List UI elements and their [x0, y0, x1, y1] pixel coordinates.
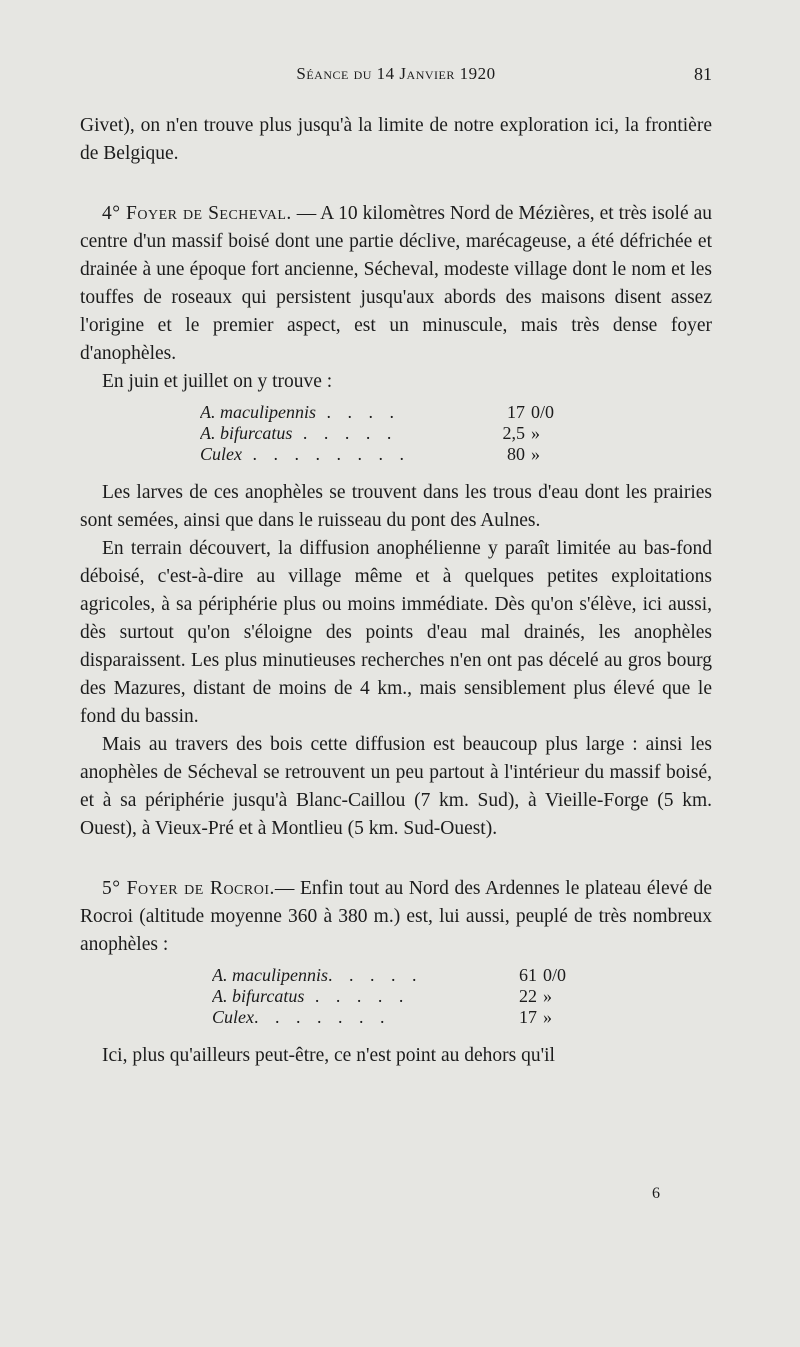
leader-dots: . . . . . . .	[254, 1007, 391, 1027]
species-value: 17	[507, 402, 525, 422]
paragraph-secheval	[80, 200, 712, 368]
section-heading-rocroi: 5° Foyer de Rocroi.	[102, 878, 275, 899]
body-text	[80, 112, 712, 1070]
species-unit: 0/0	[543, 965, 567, 985]
species-value: 22	[519, 986, 537, 1006]
species-value: 2,5	[502, 423, 525, 443]
species-table-secheval	[200, 402, 571, 465]
species-name: Culex	[212, 1007, 254, 1027]
paragraph-1: Givet), on n'en trouve plus jusqu'à la limite de notre exploration ici, la frontière de Belgique.	[80, 115, 712, 164]
species-value: 17	[519, 1007, 537, 1027]
table-row	[200, 423, 571, 444]
paragraph-last-line: Ici, plus qu'ailleurs peut-être, ce n'est point au dehors qu'il	[102, 1045, 555, 1066]
table-row	[200, 402, 571, 423]
paragraph-bois: Mais au travers des bois cette diffusion est beaucoup plus large : ainsi les anophèles de Sécheval se retrouvent un peu partout à l'intérieur du massif boisé, et à sa périphérie jusqu'à Blanc-Caillou (7 km. Sud), à Vieille-Forge (5 km. Ouest), à Vieux-Pré et à Montlieu (5 km. Sud-Ouest).	[80, 734, 712, 839]
page-number: 81	[694, 64, 712, 84]
species-unit: »	[543, 1007, 552, 1027]
paragraph-secheval-text: — A 10 kilomètres Nord de Mézières, et très isolé au centre d'un massif boisé dont une partie déclive, marécageuse, a été défrichée et drainée à une époque fort ancienne, Sécheval, modeste village dont le nom et les touffes de roseaux qui persistent jusqu'aux abords des maisons disent assez l'origine et le premier aspect, est un minuscule, mais très dense foyer d'anophèles.	[80, 203, 712, 364]
paragraph-intro-table: En juin et juillet on y trouve :	[102, 371, 333, 392]
species-name: Culex	[200, 444, 242, 464]
species-name: A. bifurcatus	[212, 986, 305, 1006]
signature-mark: 6	[652, 1185, 660, 1202]
species-unit: »	[531, 423, 540, 443]
species-unit: »	[531, 444, 540, 464]
species-name: A. maculipennis	[200, 402, 316, 422]
species-unit: »	[543, 986, 552, 1006]
table-row	[212, 965, 583, 986]
running-title: Séance du 14 Janvier 1920	[296, 64, 496, 83]
species-name: A. maculipennis	[212, 965, 328, 985]
species-name: A. bifurcatus	[200, 423, 293, 443]
leader-dots: . . . .	[315, 402, 400, 422]
leader-dots: . . . . .	[327, 965, 423, 985]
paragraph-larves: Les larves de ces anophèles se trouvent dans les trous d'eau dont les prairies sont semées, ainsi que dans le ruisseau du pont des Aulnes.	[80, 482, 712, 531]
paragraph-rocroi	[80, 875, 712, 959]
paragraph-terrain: En terrain découvert, la diffusion anophélienne y paraît limitée au bas-fond déboisé, c'est-à-dire au village même et à quelques petites exploitations agricoles, à sa périphérie plus ou moins immédiate. Dès qu'on s'élève, ici aussi, dès surtout qu'on s'éloigne des points d'eau mal drainés, les anophèles disparaissent. Les plus minutieuses recherches n'en ont pas décelé au gros bourg des Mazures, distant de moins de 4 km., mais sensiblement plus élevé que le fond du bassin.	[80, 538, 712, 727]
table-row	[212, 986, 583, 1007]
leader-dots: . . . . .	[292, 423, 398, 443]
leader-dots: . . . . . . . .	[242, 444, 410, 464]
species-table-rocroi	[212, 965, 583, 1028]
species-value: 61	[519, 965, 537, 985]
table-row	[200, 444, 571, 465]
species-unit: 0/0	[531, 402, 555, 422]
table-row	[212, 1007, 583, 1028]
section-heading-secheval: 4° Foyer de Secheval.	[102, 203, 292, 224]
species-value: 80	[507, 444, 525, 464]
leader-dots: . . . . .	[304, 986, 410, 1006]
paragraph-rocroi-text: — Enfin tout au Nord des Ardennes le plateau élevé de Rocroi (altitude moyenne 360 à 380 m.) est, lui aussi, peuplé de très nombreux anophèles :	[80, 878, 712, 955]
page-header	[80, 64, 712, 94]
